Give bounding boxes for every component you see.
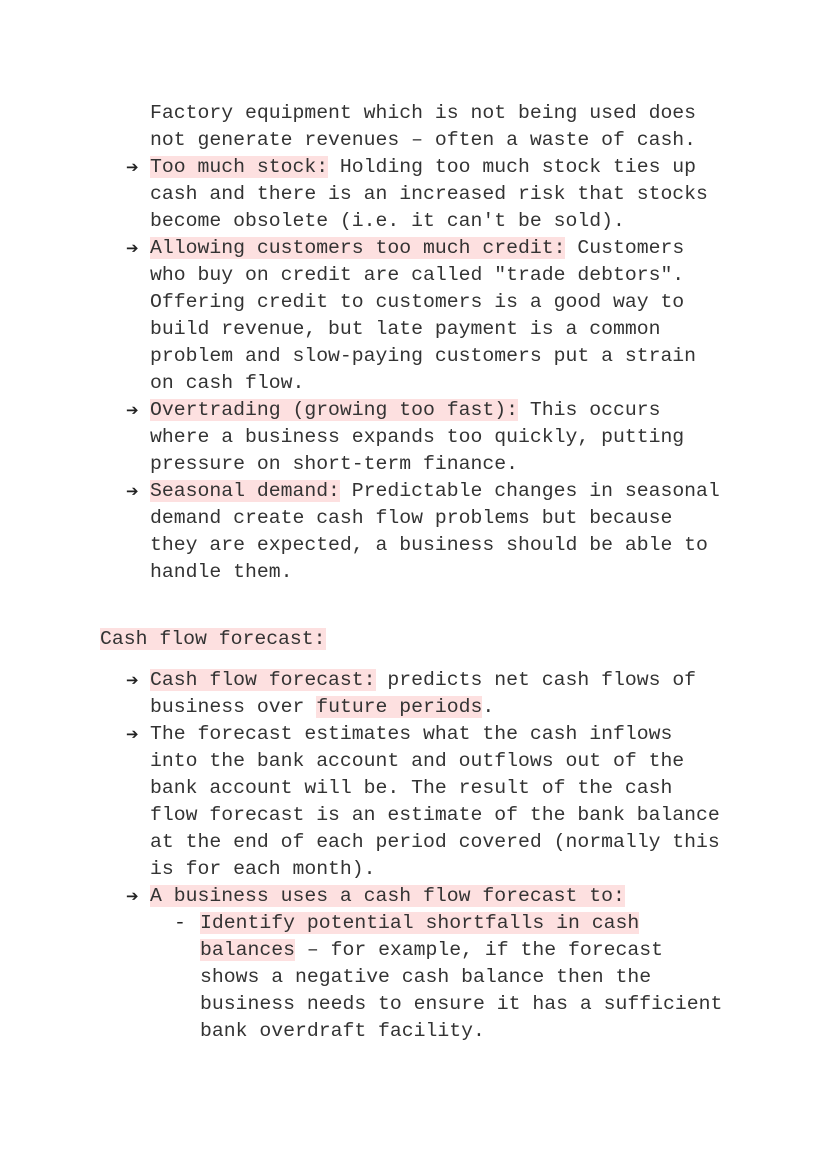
text-segment: at the end of each period covered (normally this (150, 830, 720, 853)
text-line (150, 802, 720, 829)
text-segment: problem and slow-paying customers put a strain (150, 344, 697, 367)
highlighted-text: Cash flow forecast: (150, 668, 376, 691)
text-line (150, 505, 672, 532)
text-segment: pressure on short-term finance. (150, 452, 518, 475)
text-segment: Factory equipment which is not being used does (150, 101, 697, 124)
highlighted-text: Overtrading (growing too fast): (150, 398, 518, 421)
text-line (150, 451, 518, 478)
text-segment: where a business expands too quickly, putting (150, 425, 685, 448)
text-line (150, 559, 292, 586)
arrow-bullet-icon: ➔ (126, 724, 139, 743)
highlighted-text: A business uses a cash flow forecast to: (150, 884, 625, 907)
text-segment: handle them. (150, 560, 293, 583)
arrow-bullet-icon: ➔ (126, 238, 139, 257)
text-segment: demand create cash flow problems but because (150, 506, 673, 529)
text-line (150, 532, 708, 559)
text-segment: cash and there is an increased risk that stocks (150, 182, 708, 205)
text-line (150, 370, 304, 397)
text-segment: build revenue, but late payment is a common (150, 317, 661, 340)
text-line (150, 289, 684, 316)
arrow-bullet-icon: ➔ (126, 481, 139, 500)
text-line (150, 397, 660, 424)
arrow-bullet-icon: ➔ (126, 670, 139, 689)
text-line (150, 856, 376, 883)
text-segment: predicts net cash flows of (375, 668, 697, 691)
text-segment: is for each month). (150, 857, 376, 880)
text-segment: bank account will be. The result of the cash (150, 776, 673, 799)
text-line (150, 181, 708, 208)
text-line (150, 883, 625, 910)
text-line (200, 937, 663, 964)
text-line (200, 1018, 485, 1045)
section-heading (100, 626, 326, 653)
highlighted-text: balances (200, 938, 295, 961)
highlighted-text: Seasonal demand: (150, 479, 340, 502)
text-line (150, 775, 672, 802)
text-line (150, 262, 684, 289)
text-segment: who buy on credit are called "trade debtors". (150, 263, 685, 286)
highlighted-text: future periods (316, 695, 483, 718)
text-segment: bank overdraft facility. (200, 1019, 485, 1042)
dash-bullet-icon: - (174, 911, 186, 934)
text-line (200, 991, 722, 1018)
text-segment: Holding too much stock ties up (328, 155, 697, 178)
text-line (150, 100, 696, 127)
text-segment: . (482, 695, 495, 718)
text-segment: Customers (565, 236, 685, 259)
highlighted-text: Identify potential shortfalls in cash (200, 911, 640, 934)
text-segment: business needs to ensure it has a sufficient (200, 992, 723, 1015)
text-line (150, 829, 720, 856)
text-line (150, 127, 696, 154)
text-line (200, 964, 651, 991)
text-segment: The forecast estimates what the cash inflows (150, 722, 673, 745)
text-line (150, 154, 696, 181)
text-line (150, 316, 660, 343)
text-line (150, 235, 684, 262)
arrow-bullet-icon: ➔ (126, 400, 139, 419)
text-segment: they are expected, a business should be able to (150, 533, 708, 556)
text-line (150, 748, 684, 775)
highlighted-text: Cash flow forecast: (100, 627, 326, 650)
text-segment: become obsolete (i.e. it can't be sold). (150, 209, 625, 232)
text-segment: Offering credit to customers is a good way to (150, 290, 685, 313)
text-line (150, 478, 720, 505)
text-line (150, 424, 684, 451)
text-line (150, 721, 672, 748)
text-line (150, 208, 625, 235)
text-segment: – for example, if the forecast (294, 938, 663, 961)
text-line (150, 667, 696, 694)
text-line (150, 343, 696, 370)
arrow-bullet-icon: ➔ (126, 157, 139, 176)
text-segment: not generate revenues – often a waste of cash. (150, 128, 697, 151)
text-segment: on cash flow. (150, 371, 305, 394)
text-segment: flow forecast is an estimate of the bank balance (150, 803, 720, 826)
text-segment: shows a negative cash balance then the (200, 965, 652, 988)
text-line (200, 910, 639, 937)
text-segment: into the bank account and outflows out of the (150, 749, 685, 772)
text-segment: business over (150, 695, 317, 718)
text-line (150, 694, 494, 721)
highlighted-text: Allowing customers too much credit: (150, 236, 566, 259)
text-segment: Predictable changes in seasonal (339, 479, 720, 502)
arrow-bullet-icon: ➔ (126, 886, 139, 905)
highlighted-text: Too much stock: (150, 155, 329, 178)
text-segment: This occurs (518, 398, 661, 421)
